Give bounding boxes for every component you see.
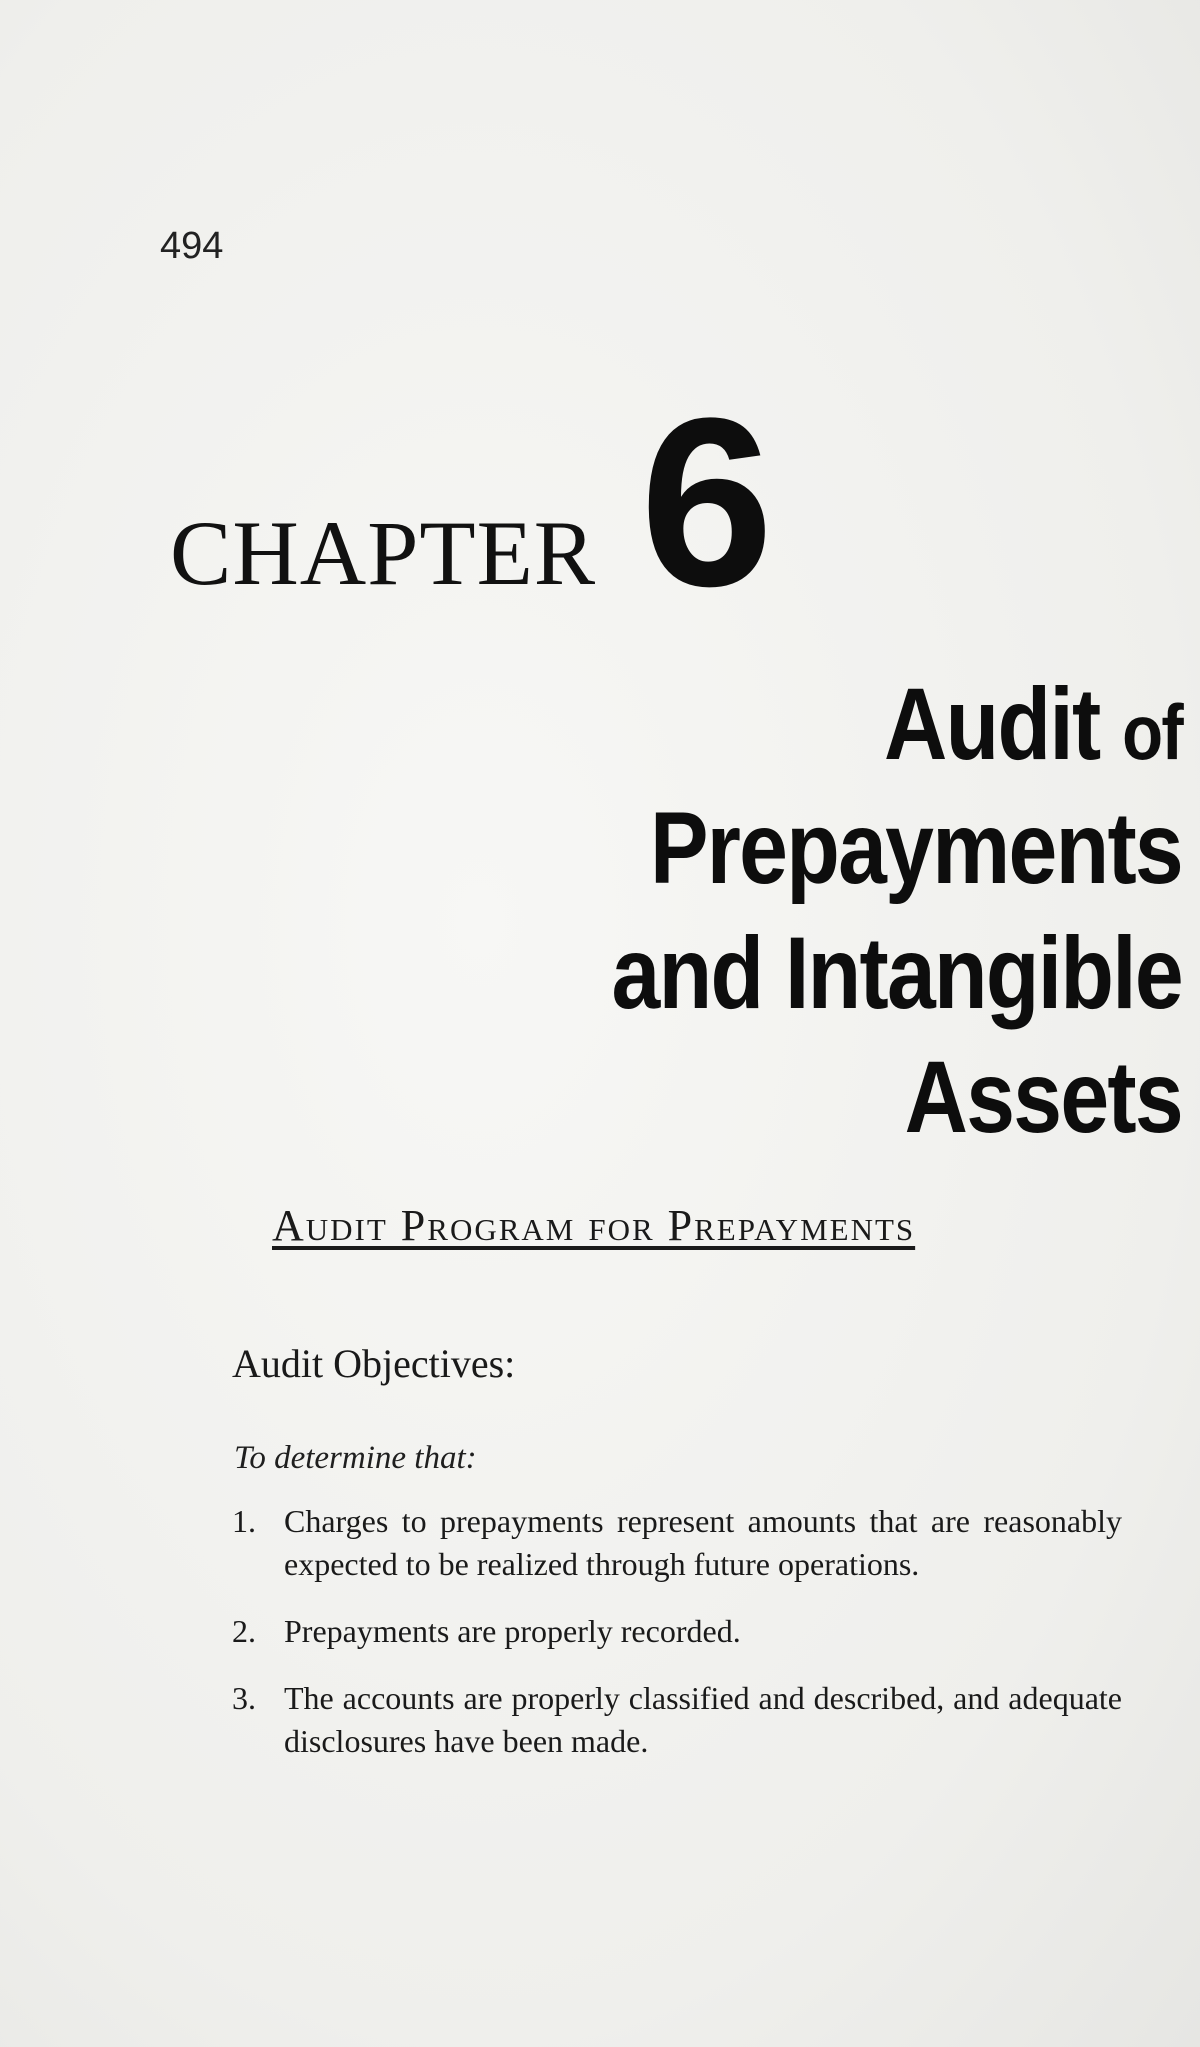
chapter-label: CHAPTER bbox=[170, 502, 597, 604]
chapter-title-line-2: Prepayments bbox=[649, 791, 1182, 906]
objective-number: 2. bbox=[232, 1613, 256, 1649]
objectives-lead: To determine that: bbox=[234, 1440, 477, 1476]
objective-number: 1. bbox=[232, 1503, 256, 1539]
chapter-title-line-1 bbox=[322, 662, 1182, 786]
objectives-list bbox=[232, 1500, 1122, 1787]
chapter-title bbox=[182, 662, 1182, 1160]
objectives-heading: Audit Objectives: bbox=[232, 1341, 516, 1386]
objective-number: 3. bbox=[232, 1680, 256, 1716]
objective-item bbox=[232, 1610, 1122, 1653]
page-curl-shadow bbox=[1108, 0, 1200, 92]
objective-text: Charges to prepayments represent amounts that are reasonably expected to be realized through future operations. bbox=[284, 1503, 1122, 1582]
chapter-title-line-3: and Intangible Assets bbox=[611, 915, 1182, 1155]
chapter-title-word-of: of bbox=[1122, 688, 1182, 776]
chapter-number: 6 bbox=[640, 368, 774, 636]
objective-item bbox=[232, 1677, 1122, 1763]
chapter-title-word-audit: Audit bbox=[883, 667, 1100, 781]
section-title: Audit Program for Prepayments bbox=[272, 1201, 916, 1250]
objective-text: Prepayments are properly recorded. bbox=[284, 1613, 741, 1649]
page-number: 494 bbox=[160, 225, 224, 267]
objective-item bbox=[232, 1500, 1122, 1586]
objective-text: The accounts are properly classified and described, and adequate disclosures have been made. bbox=[284, 1680, 1122, 1759]
